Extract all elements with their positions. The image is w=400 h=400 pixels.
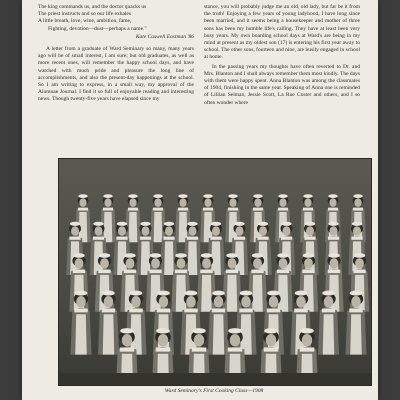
letter-paragraph: stance, you will probably judge me an old, old lady, but far be it from the truth! Enjoying a few years of young ladyhood, I have long since been married, and it seems being a housekeeper and mother of three sons has been my humble life's calling. They have at least been very busy years. My own boarding school days at Ward's are being in my mind at present as my oldest son (17) is entering his first year away to school. The other sons, fourteen and nine, are busily engaged in school at home.: [204, 4, 360, 61]
poem-line: A little breath, love, wine, ambition, fame,: [38, 18, 132, 25]
class-photograph: [58, 158, 372, 386]
poem-line: The priest instructs and so our life exhales: [38, 11, 132, 18]
letter-paragraph: In the passing years my thoughts have often reverted to Dr. and Mrs. Blanton and I shall always remember them most kindly. The days with them were happy spent. Anna Blanton was among the classmates of 1904, finishing in the same year. Speaking of Anna one is reminded of Lillian Selman, Jessie Scott, La Rue Coster and others, and I so often wonder where: [204, 63, 360, 106]
class-photograph-image: [59, 159, 371, 385]
poem-line: Fighting, devotion—dust—perhaps a name.": [48, 25, 147, 32]
photo-floor: [59, 373, 371, 385]
poem-line: The king commands us, and the doctor quacks us: [38, 4, 147, 10]
left-column: [38, 4, 194, 106]
poem-attribution: Kate Caswell Eastman '86: [135, 33, 194, 40]
photo-caption: Ward Seminary's First Cooking Class—1908: [164, 388, 264, 394]
right-column: [204, 4, 360, 109]
letter-paragraph: A letter from a graduate of Ward Seminary so many, many years ago will be of small interest, I am sure; but old graduates, as well as more recent ones, will remember the happy school days, and have watched with much pride and pleasure the long line of accomplishments, and also the present-day happenings at the school. So I am writing to express, in a small way, my approval of the Alumnae Journal. I find it so full of enjoyable reading and interesting news. Though twenty-five years have elapsed since my: [38, 46, 194, 103]
